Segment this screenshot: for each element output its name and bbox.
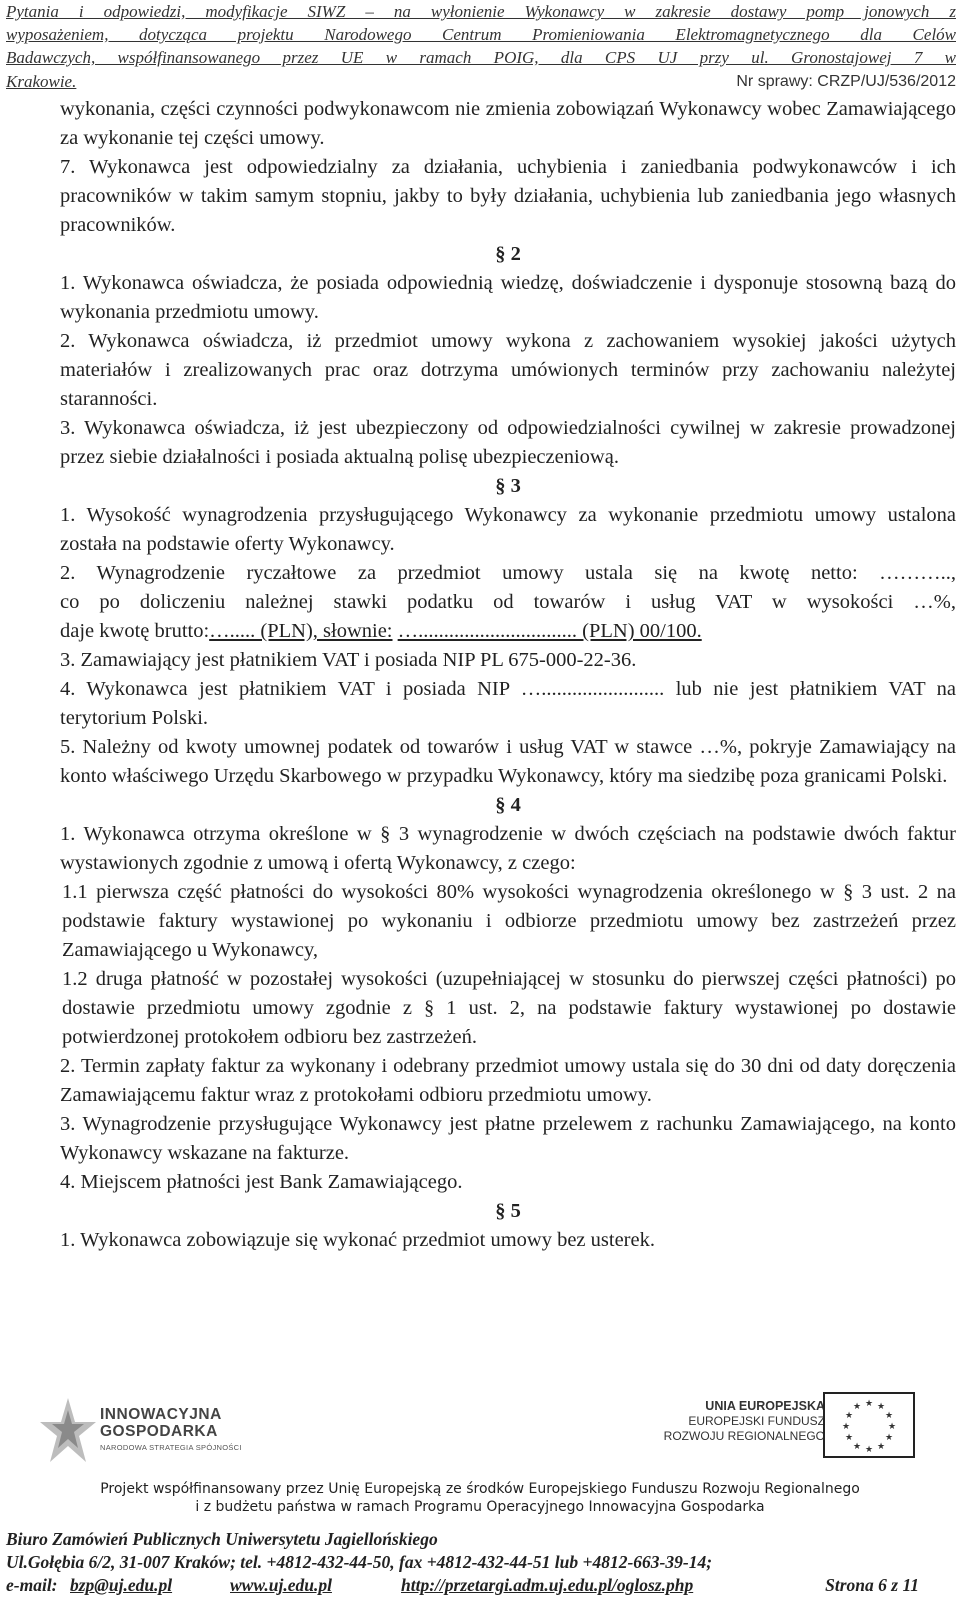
gross-amount-blank: …..... (PLN), słownie:	[209, 620, 393, 642]
eu-fund-line-1: EUROPEJSKI FUNDUSZ	[688, 1414, 825, 1428]
section-3-point-5: 5. Należny od kwoty umownej podatek od towarów i usług VAT w stawce …%, pokryje Zamawiający na konto właściwego Urzędu Skarbowego w przypadku Wykonawcy, który ma siedzibę poza granicami Polski.	[60, 736, 956, 787]
gross-amount-label: daje kwotę brutto:	[60, 620, 210, 642]
section-3-point-4: 4. Wykonawca jest płatnikiem VAT i posiada NIP …........................ lub nie jest płatnikiem VAT na terytorium Polski.	[60, 678, 956, 729]
section-2-point-3: 3. Wykonawca oświadcza, iż jest ubezpieczony od odpowiedzialności cywilnej w zakresie prowadzonej przez siebie działalności i posiada aktualną polisę ubezpieczeniową.	[60, 417, 956, 468]
svg-text:★: ★	[852, 1442, 862, 1452]
email-label: e-mail:	[6, 1575, 58, 1595]
svg-text:★: ★	[876, 1442, 886, 1452]
project-note-line-2: i z budżetu państwa w ramach Programu Operacyjnego Innowacyjna Gospodarka	[195, 1499, 765, 1515]
document-body	[60, 95, 956, 1255]
eu-flag-icon	[823, 1392, 915, 1458]
svg-text:★: ★	[864, 1445, 874, 1455]
section-3-point-2-line-2: co po doliczeniu należnej stawki podatku od towarów i usług VAT w wysokości …%,	[60, 591, 956, 613]
paragraph-continued: wykonania, części czynności podwykonawcom nie zmienia zobowiązań Wykonawcy wobec Zamawiającego za wykonanie tej części umowy.	[60, 98, 956, 149]
footer-organization: Biuro Zamówień Publicznych Uniwersytetu Jagiellońskiego	[6, 1529, 438, 1549]
header-title-line-2: wyposażeniem, dotycząca projektu Narodowego Centrum Promieniowania Elektromagnetycznego dla Celów	[6, 25, 956, 44]
eu-fund-line-2: ROZWOJU REGIONALNEGO	[663, 1429, 825, 1443]
section-3-point-1: 1. Wysokość wynagrodzenia przysługującego Wykonawcy za wykonanie przedmiotu umowy ustalona została na podstawie oferty Wykonawcy.	[60, 504, 956, 555]
section-4-point-2: 2. Termin zapłaty faktur za wykonany i odebrany przedmiot umowy ustala się do 30 dni od daty doręczenia Zamawiającemu faktur wraz z protokołami odbioru przedmiotu umowy.	[60, 1055, 956, 1106]
ig-name-line-1: INNOWACYJNA	[100, 1406, 222, 1423]
email-link[interactable]: bzp@uj.edu.pl	[70, 1575, 173, 1595]
header-title-line-4: Krakowie.	[6, 72, 77, 91]
case-number: Nr sprawy: CRZP/UJ/536/2012	[736, 73, 956, 90]
ig-name	[100, 1406, 222, 1440]
tender-link[interactable]: http://przetargi.adm.uj.edu.pl/oglosz.php	[401, 1575, 694, 1595]
svg-text:★: ★	[884, 1411, 894, 1421]
section-5-point-1: 1. Wykonawca zobowiązuje się wykonać przedmiot umowy bez usterek.	[60, 1229, 655, 1251]
section-heading-4: § 4	[495, 794, 521, 816]
section-3-point-2-line-3	[60, 617, 956, 646]
svg-text:★: ★	[852, 1402, 862, 1412]
svg-text:★: ★	[864, 1399, 874, 1409]
eu-logo-text	[655, 1398, 825, 1444]
ig-name-line-2: GOSPODARKA	[100, 1423, 218, 1440]
ig-star-icon	[38, 1396, 98, 1466]
ig-tagline: NARODOWA STRATEGIA SPÓJNOŚCI	[100, 1443, 242, 1452]
eu-name: UNIA EUROPEJSKA	[705, 1399, 825, 1413]
page-number: Strona 6 z 11	[825, 1575, 919, 1595]
footer	[6, 1528, 956, 1597]
section-4-point-1-2: 1.2 druga płatność w pozostałej wysokości (uzupełniającej w stosunku do pierwszej części płatności) po dostawie przedmiotu umowy zgodnie z § 1 ust. 2, na podstawie faktury wystawionej po dostawie potwierdzonej protokołem odbioru bez zastrzeżeń.	[62, 968, 956, 1048]
section-2-point-2: 2. Wykonawca oświadcza, iż przedmiot umowy wykona z zachowaniem wysokiej jakości użytych materiałów i zrealizowanych prac oraz dotrzyma umówionych terminów przy zachowaniu należytej staranności.	[60, 330, 956, 410]
section-heading-3: § 3	[495, 475, 521, 497]
svg-text:★: ★	[887, 1422, 897, 1432]
svg-text:★: ★	[844, 1411, 854, 1421]
eu-logo	[663, 1390, 945, 1470]
svg-text:★: ★	[841, 1422, 851, 1432]
section-2-point-1: 1. Wykonawca oświadcza, że posiada odpowiednią wiedzę, doświadczenie i dysponuje stosowną bazą do wykonania przedmiotu umowy.	[60, 272, 956, 323]
section-4-point-4: 4. Miejscem płatności jest Bank Zamawiającego.	[60, 1171, 463, 1193]
footer-contact-row	[6, 1574, 956, 1597]
svg-text:★: ★	[844, 1433, 854, 1443]
funding-logos	[0, 1390, 960, 1480]
header-title-line-1: Pytania i odpowiedzi, modyfikacje SIWZ – na wyłonienie Wykonawcy w zakresie dostawy pomp jonowych z	[6, 2, 956, 21]
project-funding-note	[0, 1480, 960, 1516]
website-link[interactable]: www.uj.edu.pl	[230, 1575, 332, 1595]
project-note-line-1: Projekt współfinansowany przez Unię Europejską ze środków Europejskiego Funduszu Rozwoju Regionalnego	[100, 1481, 860, 1497]
svg-text:★: ★	[884, 1433, 894, 1443]
amount-in-words-blank: …............................... (PLN) 00/100.	[397, 620, 702, 642]
footer-address: Ul.Gołębia 6/2, 31-007 Kraków; tel. +4812-432-44-50, fax +4812-432-44-51 lub +4812-663-39-14;	[6, 1552, 713, 1572]
section-4-point-1-1: 1.1 pierwsza część płatności do wysokości 80% wysokości wynagrodzenia określonego w § 3 ust. 2 na podstawie faktury wystawionej po wykonaniu i odbiorze przedmiotu umowy bez zastrzeżeń przez Zamawiającego u Wykonawcy,	[62, 881, 956, 961]
section-3-point-2-line-1: 2. Wynagrodzenie ryczałtowe za przedmiot umowy ustala się na kwotę netto: ………..,	[60, 562, 956, 584]
paragraph-7: 7. Wykonawca jest odpowiedzialny za działania, uchybienia i zaniedbania podwykonawców i ich pracowników w takim samym stopniu, jakby to były działania, uchybienia lub zaniedbania jego własnych pracowników.	[60, 156, 956, 236]
header-title-line-3: Badawczych, współfinansowanego przez UE w ramach POIG, dla CPS UJ przy ul. Gronostajowej 7 w	[6, 48, 956, 67]
section-4-point-3: 3. Wynagrodzenie przysługujące Wykonawcy jest płatne przelewem z rachunku Zamawiającego, na konto Wykonawcy wskazane na fakturze.	[60, 1113, 956, 1164]
header-row-4	[6, 70, 956, 93]
svg-text:★: ★	[876, 1402, 886, 1412]
innowacyjna-gospodarka-logo	[38, 1396, 288, 1466]
section-4-point-1: 1. Wykonawca otrzyma określone w § 3 wynagrodzenie w dwóch częściach na podstawie dwóch faktur wystawionych zgodnie z umową i ofertą Wykonawcy, z czego:	[60, 823, 956, 874]
section-heading-2: § 2	[495, 243, 521, 265]
section-3-point-3: 3. Zamawiający jest płatnikiem VAT i posiada NIP PL 675-000-22-36.	[60, 649, 637, 671]
section-heading-5: § 5	[495, 1200, 521, 1222]
